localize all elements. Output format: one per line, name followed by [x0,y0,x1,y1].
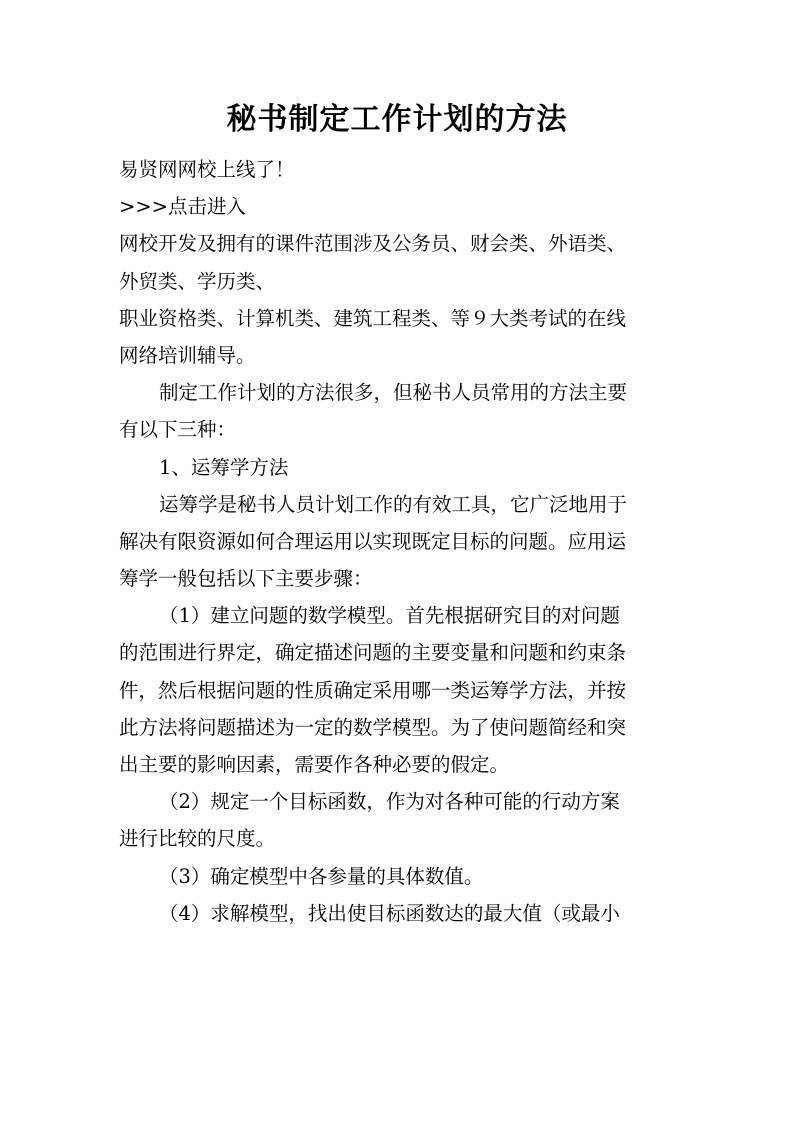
text-line: 网校开发及拥有的课件范围涉及公务员、财会类、外语类、 [119,232,627,256]
text-line: 解决有限资源如何合理运用以实现既定目标的问题。应用运 [119,529,627,553]
text-line: 出主要的影响因素，需要作各种必要的假定。 [119,753,510,776]
text-line: （4）求解模型，找出使目标函数达的最大值（或最小 [159,901,620,925]
page-title: 秘书制定工作计划的方法 [226,102,568,137]
text-line: 有以下三种： [119,418,237,442]
text-line: 运筹学是秘书人员计划工作的有效工具，它广泛地用于 [159,492,628,516]
text-line: 网络培训辅导。 [119,343,256,367]
text-line: 件，然后根据问题的性质确定采用哪一类运筹学方法，并按 [119,678,627,702]
document-body [119,151,689,932]
text-line: 1、运筹学方法 [159,455,289,479]
text-line: >>>点击进入 [119,195,247,219]
text-line: （2）规定一个目标函数，作为对各种可能的行动方案 [159,790,620,814]
text-line: （3）确定模型中各参量的具体数值。 [159,864,484,888]
text-line: 易贤网网校上线了！ [119,158,295,181]
text-line: 筹学一般包括以下主要步骤： [119,567,373,591]
text-line: 外贸类、学历类、 [119,269,276,293]
text-line: 制定工作计划的方法很多，但秘书人员常用的方法主要 [159,381,628,405]
text-line: 进行比较的尺度。 [119,827,276,851]
text-line: 此方法将问题描述为一定的数学模型。为了使问题简经和突 [119,715,627,739]
text-line: 职业资格类、计算机类、建筑工程类、等９大类考试的在线 [119,306,627,330]
text-line: 的范围进行界定，确定描述问题的主要变量和问题和约束条 [119,641,627,665]
text-line: （1）建立问题的数学模型。首先根据研究目的对问题 [159,604,620,628]
